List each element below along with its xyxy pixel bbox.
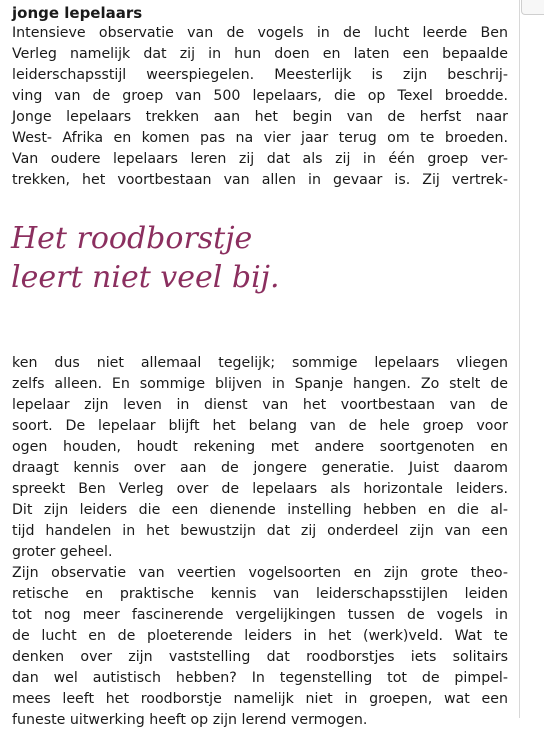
text-line: zelfs alleen. En sommige blijven in Spanje hangen. Zo stelt de	[12, 376, 508, 392]
text-line: Jonge lepelaars trekken aan het begin van de herfst naar	[12, 109, 508, 125]
text-line: trekken, het voortbestaan van allen in gevaar is. Zij vertrek-	[12, 172, 508, 188]
article-column	[12, 0, 508, 731]
text-line: ken dus niet allemaal tegelijk; sommige lepelaars vliegen	[12, 355, 508, 371]
text-line: funeste uitwerking heeft op zijn lerend vermogen.	[12, 712, 368, 728]
text-line: ving van de groep van 500 lepelaars, die op Texel broedde.	[12, 88, 508, 104]
page-corner-tab	[521, 0, 544, 15]
text-line: tijd handelen in het bewustzijn dat zij onderdeel zijn van een	[12, 523, 508, 539]
text-line: West- Afrika en komen pas na vier jaar terug om te broeden.	[12, 130, 508, 146]
text-line: soort. De lepelaar blijft het belang van de hele groep voor	[12, 418, 508, 434]
text-line: lepelaar zijn leven in dienst van het voortbestaan van de	[12, 397, 508, 413]
text-line: Dit zijn leiders die een dienende instelling hebben en die al-	[12, 502, 508, 518]
text-line: denken over zijn vaststelling dat roodborstjes iets solitairs	[12, 649, 508, 665]
text-line: retische en praktische kennis van leiderschapsstijlen leiden	[12, 586, 508, 602]
text-line: mees leeft het roodborstje namelijk niet in groepen, wat een	[12, 691, 508, 707]
text-line: draagt kennis over aan de jongere generatie. Juist daarom	[12, 460, 508, 476]
paragraph-2	[12, 353, 508, 731]
text-line: Verleg namelijk dat zij in hun doen en laten een bepaalde	[12, 46, 508, 62]
text-line: de lucht en de ploeterende leiders in het (werk)veld. Wat te	[12, 628, 508, 644]
pull-quote-line: Het roodborstje	[11, 221, 253, 256]
text-line: tot nog meer fascinerende vergelijkingen tussen de vogels in	[12, 607, 508, 623]
column-divider	[519, 0, 520, 718]
text-line: Intensieve observatie van de vogels in de lucht leerde Ben	[12, 25, 508, 41]
text-line: dan wel autistisch hebben? In tegenstelling tot de pimpel-	[12, 670, 508, 686]
pull-quote	[11, 219, 508, 297]
section-heading: jonge lepelaars	[12, 4, 143, 22]
paragraph-1	[12, 23, 508, 191]
text-line: Zijn observatie van veertien vogelsoorten en zijn grote theo-	[12, 565, 508, 581]
text-line: Van oudere lepelaars leren zij dat als zij in één groep ver-	[12, 151, 508, 167]
text-line: ogen houden, houdt rekening met andere soortgenoten en	[12, 439, 508, 455]
text-line: leiderschapsstijl weerspiegelen. Meesterlijk is zijn beschrij-	[12, 67, 508, 83]
text-line: groter geheel.	[12, 544, 113, 560]
text-line: spreekt Ben Verleg over de lepelaars als horizontale leiders.	[12, 481, 508, 497]
pull-quote-line: leert niet veel bij.	[11, 260, 280, 295]
